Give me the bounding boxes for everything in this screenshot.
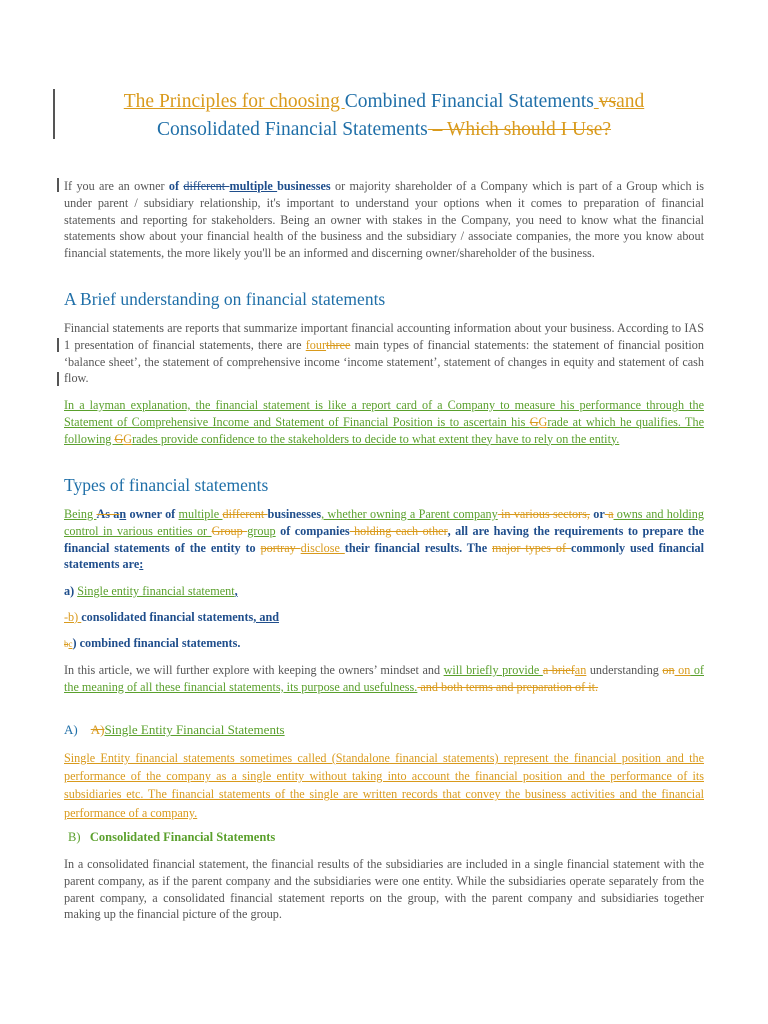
inserted-text: c <box>68 639 73 649</box>
inserted-text: G <box>123 431 133 446</box>
deleted-text: a <box>542 663 549 677</box>
text-run: , and <box>253 610 279 624</box>
title-part: The Principles for choosing <box>123 91 345 112</box>
paragraph-consolidated: In a consolidated financial statement, the financial results of the subsidiaries are included in a single financial statement with the parent company, as if the parent company and the subsidiaries were one entity. While the subsidiaries operate separately from the parent company, a consolidated financial statement reports on the group, with the parent company and subsidiaries together making up the financial picture of the group. <box>64 857 704 922</box>
text-run: or <box>589 507 605 521</box>
text-run: their financial results. The <box>344 540 492 555</box>
inserted-text: , <box>234 584 238 598</box>
paragraph-types-intro <box>64 506 704 573</box>
deleted-text: A) <box>90 722 105 737</box>
text-run: of <box>168 179 184 193</box>
deleted-text: major types of <box>492 540 571 555</box>
section-b-heading <box>68 829 275 845</box>
text-run: businesses <box>277 179 331 193</box>
heading-types: Types of financial statements <box>64 475 269 495</box>
text-run: consolidated financial statements <box>81 610 254 624</box>
list-item <box>64 635 240 652</box>
intro-paragraph <box>64 178 704 262</box>
inserted-text: owns and holding control in various entities or <box>64 507 704 538</box>
list-item <box>64 583 238 599</box>
text-run: In this article, we will further explore with keeping the owners’ mindset and <box>64 663 444 677</box>
inserted-text: disclose <box>300 540 345 555</box>
change-bar <box>57 178 59 192</box>
paragraph-financial-statements <box>64 320 704 387</box>
inserted-text: an <box>574 663 587 677</box>
change-bar <box>57 372 59 386</box>
inserted-text: Being <box>64 507 97 521</box>
deleted-text: and both terms and preparation of it. <box>417 679 599 694</box>
text-run: owner of <box>126 507 179 521</box>
deleted-text: Group <box>211 523 248 538</box>
deleted-text: a <box>604 507 614 521</box>
title-part: Combined Financial Statements <box>344 91 594 112</box>
inserted-text: Single entity financial statement <box>77 584 235 598</box>
title-deleted: – Which should I Use? <box>427 119 612 140</box>
inserted-text: four <box>305 337 327 352</box>
inserted-text: multiple <box>178 507 223 521</box>
text-run: rade at which he qualifies. The following <box>64 414 705 446</box>
section-title: Consolidated Financial Statements <box>89 830 276 844</box>
inserted-text: multiple <box>229 179 278 193</box>
section-number: A) <box>64 722 78 737</box>
text-run: commonly used financial statements are <box>64 540 704 572</box>
inserted-text: on <box>674 663 691 677</box>
deleted-text: brief <box>548 663 575 677</box>
inserted-text: group <box>247 523 276 538</box>
inserted-text: n <box>119 507 127 521</box>
deleted-text: b <box>64 639 69 649</box>
list-marker: a) <box>64 584 78 598</box>
text-run: businesses <box>267 507 322 521</box>
inserted-text: will briefly provide <box>443 663 543 677</box>
text-run: If you are an owner <box>64 179 169 193</box>
inserted-text: , whether owning a Parent company <box>321 507 498 521</box>
section-number: B) <box>68 830 81 844</box>
deleted-text: G <box>529 414 539 429</box>
change-bar <box>53 89 55 139</box>
deleted-text: G <box>114 431 124 446</box>
deleted-text: holding each other <box>349 523 448 538</box>
text-run: of companies <box>275 523 350 538</box>
deleted-text: different <box>183 179 230 193</box>
title-insert: and <box>616 91 645 112</box>
list-marker: -b) <box>64 610 82 624</box>
inserted-text: : <box>139 557 144 572</box>
change-bar <box>57 338 59 352</box>
deleted-text: different <box>222 507 268 521</box>
paragraph-layman-explanation <box>64 397 704 447</box>
text-run: main types of financial statements: the statement of financial position ‘balance sheet’, the statement of comprehensive income ‘income statement’, statement of changes in equity and statement of cash flow. <box>64 337 704 386</box>
text-run: As a <box>96 507 120 521</box>
deleted-text: three <box>326 337 351 352</box>
paragraph-article-intro <box>64 662 704 696</box>
text-run: understanding <box>586 663 663 677</box>
heading-brief-understanding: A Brief understanding on financial statements <box>64 289 386 309</box>
inserted-text: Single Entity Financial Statements <box>104 722 285 737</box>
inserted-text: G <box>538 414 548 429</box>
title-deleted: vs <box>598 91 617 112</box>
title-part: Consolidated Financial Statements <box>156 119 428 140</box>
deleted-text: portray <box>260 540 301 555</box>
deleted-text: on <box>662 663 675 677</box>
document-title <box>64 88 704 144</box>
text-run: rades provide confidence to the stakeholders to decide to what extent they have to rely on the entity. <box>132 431 620 446</box>
paragraph-single-entity: Single Entity financial statements sometimes called (Standalone financial statements) represent the financial position and the performance of the company as a single entity without taking into account the financial position and the performance of its subsidiaries etc. The financial statements of the single are written records that convey the business activities and the financial performance of a company. <box>64 751 704 820</box>
section-a-heading <box>64 722 285 738</box>
text-run: , all are having the requirements to prepare the financial statements of the entity to <box>64 523 705 555</box>
text-run: Financial statements are reports that summarize important financial accounting information about your business. According to IAS 1 presentation of financial statements, there are <box>64 321 704 352</box>
inserted-text: of the meaning of all these financial statements, its purpose and usefulness. <box>64 663 704 694</box>
deleted-text: in various sectors, <box>497 507 590 521</box>
text-run: ) combined financial statements. <box>72 636 241 650</box>
text-run: or majority shareholder of a Company which is part of a Group which is under parent / subsidiary relationship, it's important to understand your options when it comes to preparation of financial statements and reporting for stakeholders. Being an owner with stakes in the Company, you need to know what the financial statements show about your financial health of the business and the subsidiary / associate companies, the more you know about financial statements, the more likely you'll be an informed and discerning owner/shareholder of the business. <box>64 179 704 261</box>
text-run: In a layman explanation, the financial statement is like a report card of a Company to measure his performance through the Statement of Comprehensive Income and Statement of Financial Position is to ascertain his <box>64 398 704 429</box>
list-item <box>64 609 279 625</box>
